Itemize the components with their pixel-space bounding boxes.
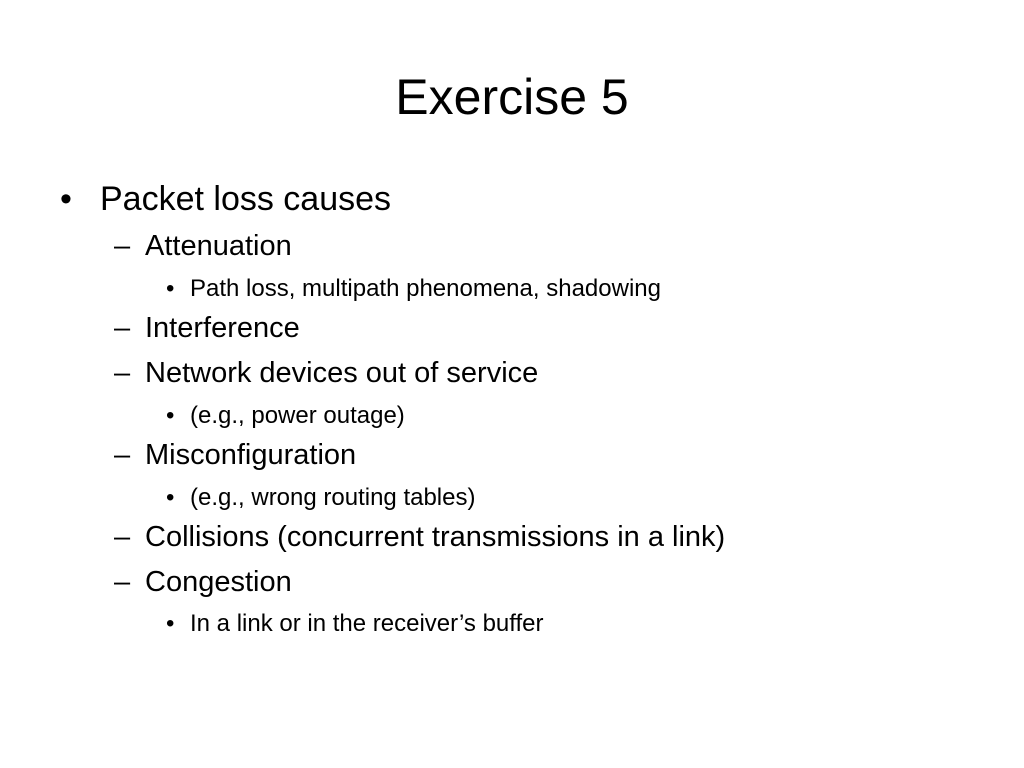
dash-icon: –: [114, 566, 131, 598]
sub-item-text: Misconfiguration: [145, 439, 357, 471]
sub-item-network-devices: [114, 357, 538, 390]
bullet-dot-icon: •: [166, 275, 175, 302]
slide-title: Exercise 5: [395, 69, 629, 125]
sub-item-text: Network devices out of service: [145, 357, 539, 389]
bullet-text: Packet loss causes: [100, 180, 392, 218]
detail-item-text: (e.g., wrong routing tables): [190, 484, 476, 511]
bullet-dot-icon: •: [166, 402, 175, 429]
detail-item-receiver-buffer: [166, 610, 544, 638]
bullet-dot-icon: •: [166, 484, 175, 511]
detail-item-text: (e.g., power outage): [190, 402, 405, 429]
detail-item-text: Path loss, multipath phenomena, shadowing: [190, 275, 661, 302]
dash-icon: –: [114, 357, 131, 389]
sub-item-misconfiguration: [114, 439, 356, 472]
bullet-dot-icon: •: [60, 180, 72, 218]
detail-item-power-outage: [166, 402, 405, 430]
dash-icon: –: [114, 230, 131, 262]
bullet-item-packet-loss-causes: [60, 180, 391, 219]
sub-item-interference: [114, 312, 300, 345]
sub-item-text: Interference: [145, 312, 300, 344]
dash-icon: –: [114, 439, 131, 471]
dash-icon: –: [114, 521, 131, 553]
detail-item-text: In a link or in the receiver’s buffer: [190, 610, 544, 637]
detail-item-routing-tables: [166, 484, 475, 512]
sub-item-collisions: [114, 521, 725, 554]
sub-item-attenuation: [114, 230, 292, 263]
sub-item-text: Congestion: [145, 566, 292, 598]
dash-icon: –: [114, 312, 131, 344]
sub-item-text: Attenuation: [145, 230, 292, 262]
sub-item-congestion: [114, 566, 292, 599]
sub-item-text: Collisions (concurrent transmissions in a link): [145, 521, 726, 553]
detail-item-path-loss: [166, 275, 661, 303]
bullet-dot-icon: •: [166, 610, 175, 637]
